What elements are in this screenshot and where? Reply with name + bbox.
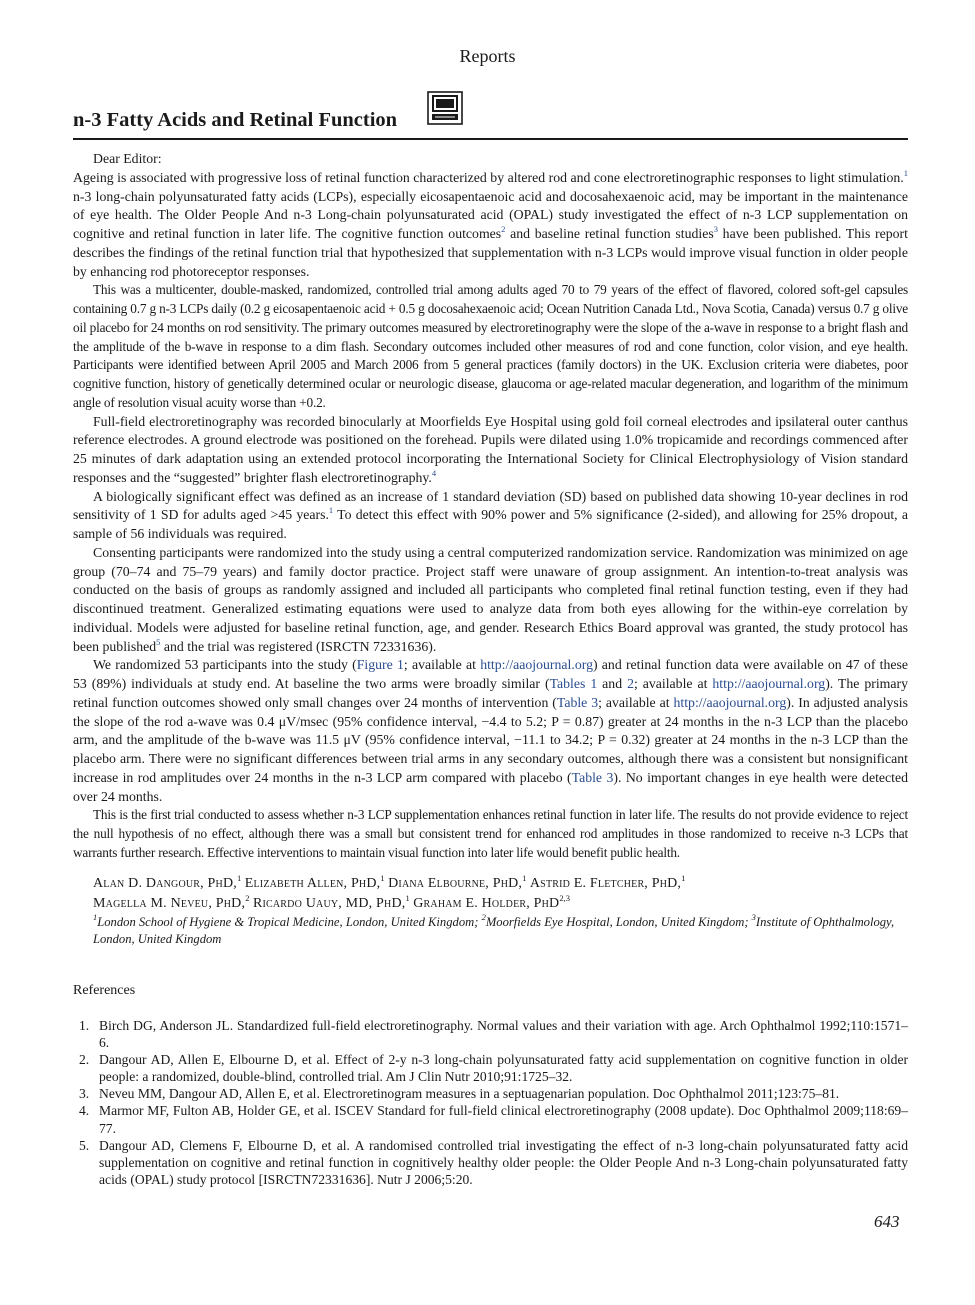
inline-link[interactable]: 2: [627, 676, 634, 691]
inline-link[interactable]: Table 3: [556, 694, 599, 710]
citation-ref[interactable]: 4: [431, 467, 437, 478]
citation-ref[interactable]: 1: [328, 505, 334, 516]
reference-text: Marmor MF, Fulton AB, Holder GE, et al. ISCEV Standard for full-field clinical electroretinography (2008 update). Doc Ophthalmol 2009;118:69–77.: [99, 1103, 908, 1136]
affiliations: [93, 914, 908, 948]
title-row: [73, 88, 908, 140]
reference-text: Birch DG, Anderson JL. Standardized full-field electroretinography. Normal values and their variation with age. Arch Ophthalmol 1992;110:1571–6.: [99, 1018, 908, 1051]
inline-link[interactable]: Tables 1: [549, 676, 598, 691]
reference-text: Dangour AD, Allen E, Elbourne D, et al. Effect of 2-y n-3 long-chain polyunsaturated fatty acid supplementation on cognitive function in older people: a randomized, double-blind, controlled trial. Am J Clin Nutr 2010;91:1725–32.: [99, 1052, 908, 1085]
reference-text: Neveu MM, Dangour AD, Allen E, et al. Electroretinogram measures in a septuagenarian population. Doc Ophthalmol 2011;123:75–81.: [99, 1086, 840, 1102]
references-heading: References: [73, 983, 136, 998]
body-paragraph: This is the first trial conducted to assess whether n-3 LCP supplementation enhances retinal function in later life. The results do not provide evidence to reject the null hypothesis of no effect, although there was a small but consistent trend for enhanced rod amplitudes in those randomized to receive n-3 LCPs that warrants further research. Effective interventions to maintain visual function into later life would benefit public health.: [73, 807, 908, 860]
references-list: [73, 1017, 908, 1188]
body-paragraph: We randomized 53 participants into the study (Figure 1; available at http://aaojournal.org) and retinal function data were available on 47 of these 53 (89%) individuals at study end. At baseline the two arms were broadly similar (Tables 1 and 2; available at http://aaojournal.org). The primary retinal function outcomes showed only small changes over 24 months of intervention (Table 3; available at http://aaojournal.org). In adjusted analysis the slope of the rod a-wave was 0.4 μV/msec (95% confidence interval, −4.4 to 5.2; P = 0.87) greater at 24 months in the n-3 LCP than the placebo arm, and the amplitude of the b-wave was 11.5 μV (95% confidence interval, −11.1 to 34.2; P = 0.32) greater at 24 months in the n-3 LCP than the placebo arm. There were no significant differences between trial arms in any secondary outcomes, although there was a consistent but nonsignificant increase in rod amplitudes over 24 months in the n-3 LCP arm compared with placebo (Table 3). No important changes in eye health were detected over 24 months.: [73, 657, 909, 804]
body-paragraph: Consenting participants were randomized into the study using a central computerized randomization service. Randomization was minimized on age group (70–74 and 75–79 years) and family doctor practice. Project staff were unaware of group assignment. An intention-to-treat analysis was conducted on the basis of groups as randomly assigned and included all participants who completed final retinal function testing, even if they had discontinued treatment. Generalized estimating equations were used to analyze data from both eyes allowing for the within-eye correlation by individual. Models were adjusted for baseline retinal function, age, and gender. Research Ethics Board approval was granted, the study protocol has been published$^5$ and the trial was registered (ISRCTN 72331636).: [73, 544, 908, 654]
reference-number: 5.: [79, 1137, 90, 1153]
reference-text: Dangour AD, Clemens F, Elbourne D, et al. A randomised controlled trial investigating the effect of n-3 long-chain polyunsaturated fatty acid supplementation on cognitive and retinal function in cognitively healthy older people: the Older People And n-3 Long-chain polyunsaturated fatty acids (OPAL) study protocol [ISRCTN72331636]. Nutr J 2006;5:20.: [99, 1137, 908, 1187]
letter-body: [73, 150, 908, 863]
computer-monitor-icon: [427, 91, 463, 125]
inline-link[interactable]: http://aaojournal.org: [673, 694, 787, 710]
author-block: [93, 874, 908, 948]
citation-ref[interactable]: 1: [903, 167, 908, 178]
author-line: [93, 874, 908, 894]
body-paragraph: Ageing is associated with progressive loss of retinal function characterized by altered rod and cone electroretinographic responses to light stimulation.$^1$ n-3 long-chain polyunsaturated fatty acids (LCPs), especially eicosapentaenoic acid and docosahexaenoic acid, may be important in the maintenance of eye health. The Older People And n-3 Long-chain polyunsaturated acid (OPAL) study investigated the effect of n-3 LCP supplementation on cognitive and retinal function in later life. The cognitive function outcomes$^2$ and baseline retinal function studies$^3$ have been published. This report describes the findings of the retinal function trial that hypothesized that supplementation with n-3 LCPs would improve visual function in older people by enhancing rod photoreceptor responses.: [73, 167, 908, 279]
affiliation-ref: 2,3: [559, 892, 570, 903]
affiliation-ref: 1: [380, 873, 385, 883]
affiliation-number: 2: [481, 912, 486, 922]
salutation: Dear Editor:: [93, 151, 162, 166]
inline-link[interactable]: http://aaojournal.org: [712, 676, 826, 691]
affiliation-text: London School of Hygiene & Tropical Medicine, London, United Kingdom;: [97, 915, 482, 929]
reference-item: [73, 1017, 908, 1051]
reference-item: [73, 1051, 908, 1085]
body-paragraphs: [73, 169, 908, 863]
citation-ref[interactable]: 5: [156, 636, 161, 647]
body-paragraph: A biologically significant effect was defined as an increase of 1 standard deviation (SD) based on published data showing 10-year declines in rod sensitivity of 1 SD for adults aged >45 years.$^1$ To detect this effect with 90% power and 5% significance (2-sided), and allowing for 25% dropout, a sample of 56 individuals was required.: [73, 488, 908, 541]
author-name: Magella M. Neveu, PhD,: [93, 895, 246, 911]
inline-link[interactable]: Table 3: [571, 769, 614, 785]
body-paragraph: This was a multicenter, double-masked, randomized, controlled trial among adults aged 70 to 79 years of the effect of flavored, colored soft-gel capsules containing 0.7 g n-3 LCPs daily (0.2 g eicosapentaenoic acid + 0.5 g docosahexaenoic acid; Ocean Nutrition Canada Ltd., Nova Scotia, Canada) versus 0.7 g olive oil placebo for 24 months on rod sensitivity. The primary outcomes measured by electroretinography were the slope of the a-wave in response to a bright flash and the amplitude of the b-wave in response to a dim flash. Secondary outcomes included other measures of rod and cone function, color vision, and eye health. Participants were identified between April 2005 and March 2006 from 5 general practices (family doctors) in the UK. Exclusion criteria were diabetes, poor cognitive function, history of genetically determined ocular or neurologic disease, glaucoma or age-related macular degeneration, and logarithm of the minimum angle of resolution visual acuity worse than +0.2.: [73, 282, 908, 410]
affiliation-ref: 1: [522, 873, 527, 883]
author-name: Graham E. Holder, PhD: [413, 895, 560, 911]
affiliation-ref: 1: [681, 873, 686, 883]
affiliation-number: 3: [751, 912, 756, 922]
reference-item: [73, 1102, 908, 1136]
reference-number: 2.: [79, 1052, 90, 1068]
page-number: 643: [874, 1212, 900, 1231]
inline-link[interactable]: Figure 1: [356, 657, 404, 673]
affiliation-number: 1: [93, 912, 98, 922]
reference-number: 4.: [79, 1103, 90, 1119]
citation-ref[interactable]: 3: [713, 224, 718, 234]
author-list: [93, 874, 908, 913]
reference-item: [73, 1137, 908, 1188]
affiliation-ref: 1: [405, 892, 410, 903]
section-label: Reports: [459, 46, 516, 66]
reference-number: 3.: [79, 1086, 90, 1102]
affiliation-ref: 1: [236, 873, 242, 883]
reference-number: 1.: [79, 1018, 90, 1033]
reference-item: [73, 1085, 908, 1102]
author-name: Diana Elbourne, PhD,: [388, 876, 523, 891]
article-title: n-3 Fatty Acids and Retinal Function: [73, 109, 398, 131]
affiliation-text: Moorfields Eye Hospital, London, United Kingdom;: [485, 915, 752, 929]
author-name: Alan D. Dangour, PhD,: [93, 876, 237, 891]
author-line: [93, 894, 908, 914]
author-name: Astrid E. Fletcher, PhD,: [529, 876, 682, 891]
inline-link[interactable]: http://aaojournal.org: [480, 657, 593, 673]
author-name: Ricardo Uauy, MD, PhD,: [252, 895, 406, 911]
citation-ref[interactable]: 2: [501, 224, 506, 234]
affiliation-ref: 2: [245, 892, 250, 903]
author-name: Elizabeth Allen, PhD,: [244, 876, 381, 891]
affiliation-text: Institute of Ophthalmology, London, United Kingdom: [93, 915, 895, 946]
body-paragraph: Full-field electroretinography was recorded binocularly at Moorfields Eye Hospital using gold foil corneal electrodes and ipsilateral outer canthus reference electrodes. A ground electrode was positioned on the forehead. Pupils were dilated using 1.0% tropicamide and recordings commenced after 25 minutes of dark adaptation using an extended protocol incorporating the International Society for Clinical Electrophysiology of Vision standard responses and the “suggested” brighter flash electroretinography.$^4$: [73, 413, 908, 485]
